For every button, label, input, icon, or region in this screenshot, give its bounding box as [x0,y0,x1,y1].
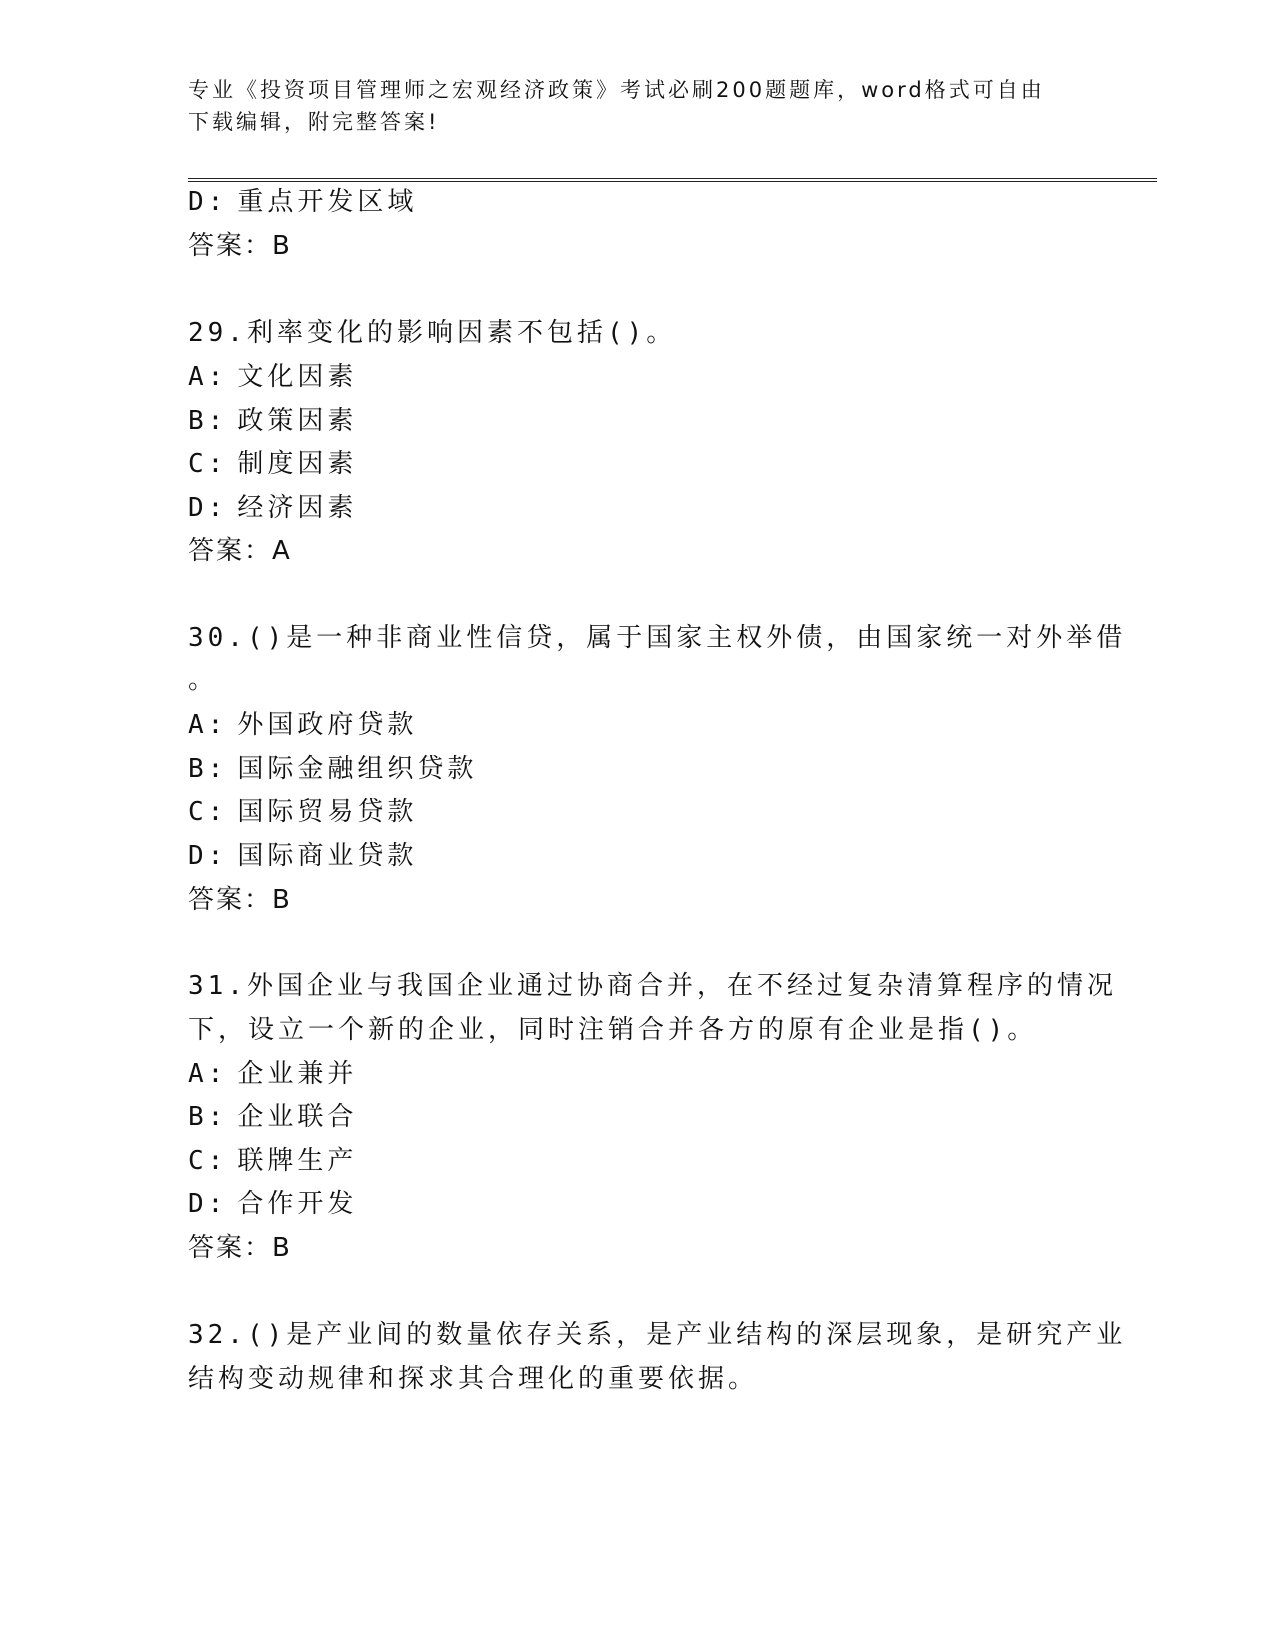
q31-option-a [188,1058,357,1090]
q31-option-b [188,1101,357,1133]
q29-answer: 答案：A [188,536,292,566]
option-label: B: [188,1102,228,1132]
option-label: D: [188,187,228,217]
option-text: 合作开发 [237,1189,358,1219]
option-text: 国际金融组织贷款 [237,754,478,784]
option-text: 国际贸易贷款 [237,797,418,827]
option-label: D: [188,1189,228,1219]
option-label: C: [188,797,228,827]
option-text: 外国政府贷款 [237,710,418,740]
q30-answer: 答案：B [188,885,292,915]
option-text: 文化因素 [237,362,358,392]
option-text: 国际商业贷款 [237,841,418,871]
option-label: A: [188,362,228,392]
option-label: A: [188,1059,228,1089]
q29-option-b [188,405,357,437]
q30-stem-line-1: 30.()是一种非商业性信贷，属于国家主权外债，由国家统一对外举借 [188,623,1127,653]
q31-stem-line-2: 下，设立一个新的企业，同时注销合并各方的原有企业是指()。 [188,1015,1038,1045]
q30-option-b [188,753,477,785]
option-label: C: [188,1146,228,1176]
q31-option-d [188,1188,357,1220]
q28-option-d [188,186,417,218]
q30-option-d [188,840,417,872]
q31-answer: 答案：B [188,1233,292,1263]
option-text: 重点开发区域 [237,187,418,217]
option-text: 联牌生产 [237,1146,358,1176]
header-line-1: 专业《投资项目管理师之宏观经济政策》考试必刷200题题库，word格式可自由 [188,78,1045,102]
q31-option-c [188,1145,357,1177]
q30-option-a [188,709,417,741]
option-label: A: [188,710,228,740]
q32-stem-line-1: 32.()是产业间的数量依存关系，是产业结构的深层现象，是研究产业 [188,1320,1127,1350]
q29-option-c [188,448,357,480]
option-label: D: [188,841,228,871]
q28-answer: 答案：B [188,231,292,261]
option-label: C: [188,449,228,479]
q32-stem-line-2: 结构变动规律和探求其合理化的重要依据。 [188,1364,759,1394]
option-text: 企业联合 [237,1102,358,1132]
header-divider [188,178,1157,182]
q31-stem-line-1: 31.外国企业与我国企业通过协商合并，在不经过复杂清算程序的情况 [188,971,1117,1001]
option-label: B: [188,754,228,784]
option-label: D: [188,493,228,523]
option-label: B: [188,406,228,436]
option-text: 经济因素 [237,493,358,523]
q29-stem: 29.利率变化的影响因素不包括()。 [188,318,677,348]
option-text: 政策因素 [237,406,358,436]
q30-option-c [188,796,417,828]
q29-option-a [188,361,357,393]
page-header [188,74,1088,138]
q30-stem-line-2: 。 [188,665,219,695]
q29-option-d [188,492,357,524]
option-text: 制度因素 [237,449,358,479]
option-text: 企业兼并 [237,1059,358,1089]
header-line-2: 下载编辑，附完整答案! [188,110,440,134]
